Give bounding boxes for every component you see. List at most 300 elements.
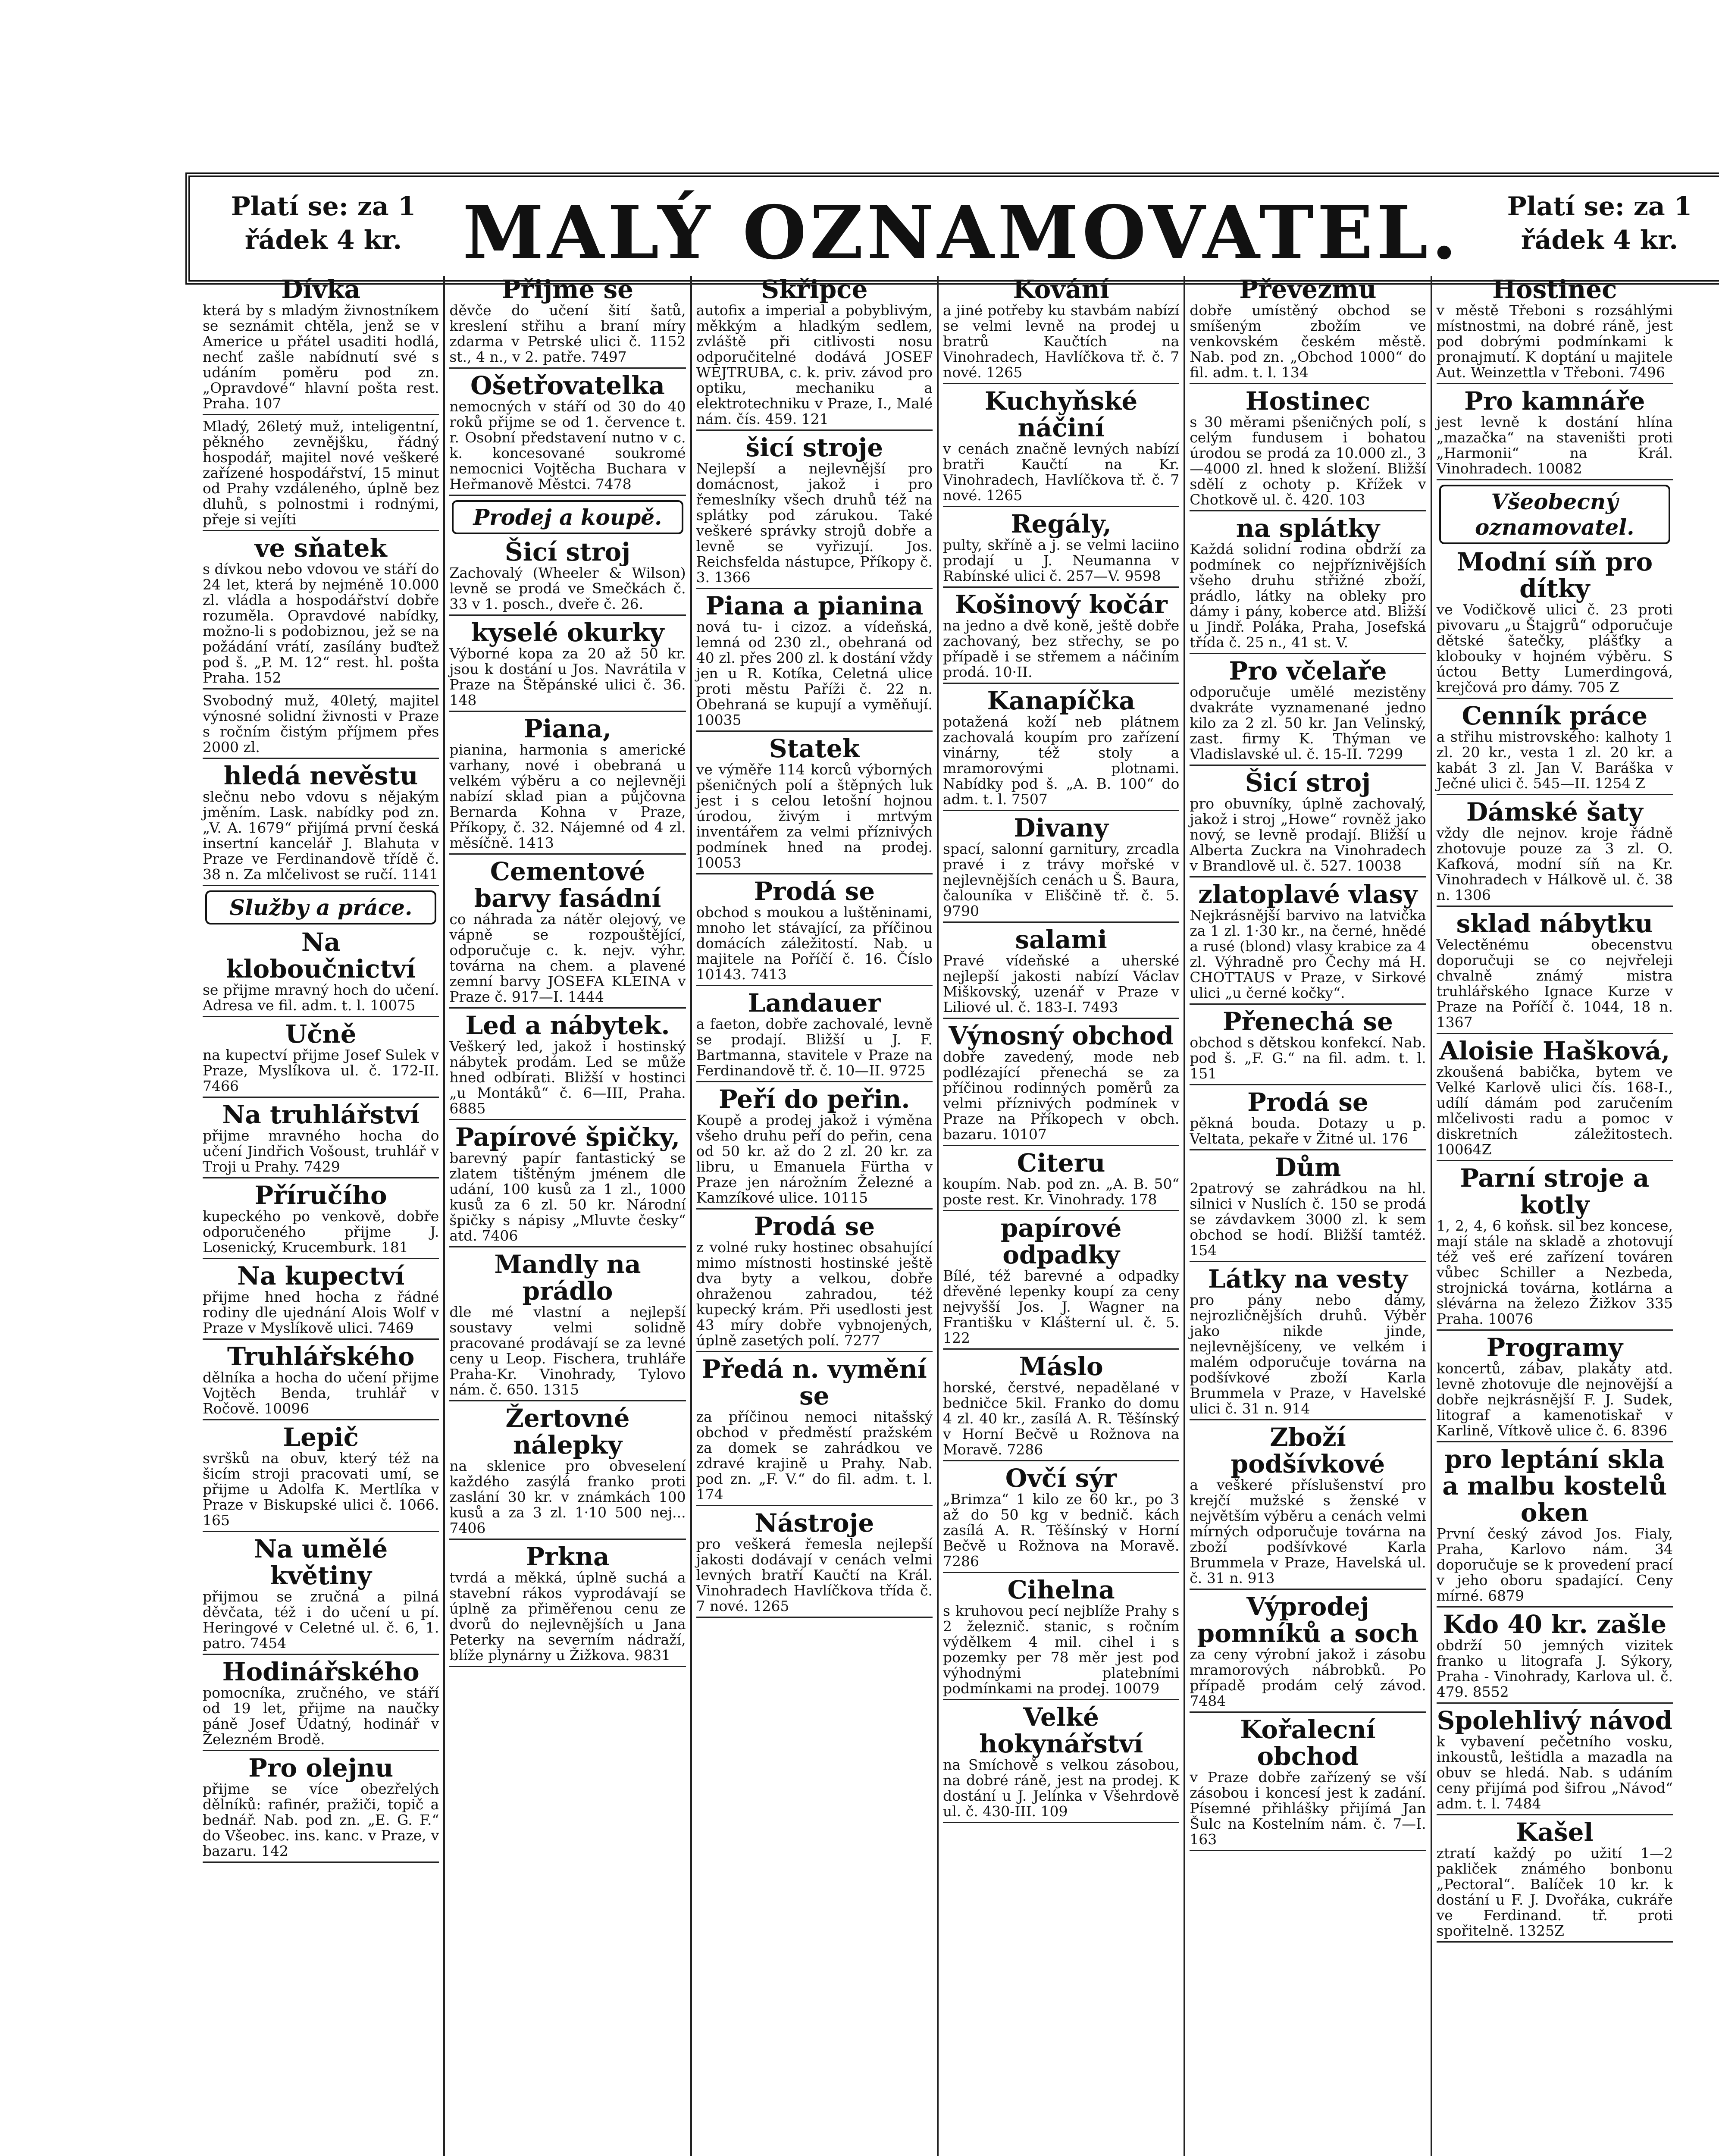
classified-ad [1437,1819,1673,1943]
ad-divider [696,429,933,431]
ad-divider [696,588,933,589]
ad-divider [696,730,933,732]
ad-divider [1190,653,1426,654]
ad-heading: Převezmu [1239,276,1377,304]
ad-text: pěkná bouda. Dotazy u p. Veltata, pekaře v Žitné ul. 176 [1190,1115,1426,1147]
ad-text: Veškerý led, jakož i hostinský nábytek prodám. Led se může hned odbírati. Bližší v hostinci „u Montáků“ č. 6—III, Praha. 6885 [449,1038,686,1117]
ad-text: spací, salonní garnitury, zrcadla pravé i z trávy mořské v nejlevnějších cenách u Š. Baura, čalouníka v Eliščině tř. č. 5. 9790 [942,840,1180,919]
classified-ad [696,1510,933,1618]
ad-text: pro pány nebo dámy, nejrozličnějších druhů. Výběr jako nikde jinde, nejlevnějšíceny, ve velkém i malém odporučuje továrna na podšívkové zboží Karla Brummela v Praze, v Havelské ulici č. 31 n. 914 [1190,1291,1426,1417]
ad-text: z volné ruky hostinec obsahující mimo místnosti hostinské ještě dva byty a velkou, dobře ohraženou zahradou, též kupecký krám. Při usedlosti jest 43 míry dobře vybnojených, úplně zasetých polí. 7277 [696,1239,933,1349]
ad-heading: Pro kamnáře [1464,386,1645,416]
ad-heading: Prkna [526,1542,610,1571]
classified-ad [203,1101,439,1178]
ad-text: dobře zavedený, mode neb podlézající přenechá se za příčinou rodinných poměrů za velmi příznivých podmínek v Praze na Příkopech v obch. bazaru. 10107 [942,1048,1180,1143]
ad-heading: Dívka [281,276,361,304]
ad-divider [1437,698,1673,699]
ad-divider [449,495,686,496]
ad-text: pro veškerá řemesla nejlepší jakosti dodávají v cenách velmi levných bratří Kaučtí na Král. Vinohradech Havlíčkova třída č. 7 nové. 1265 [696,1536,933,1614]
ad-divider [696,985,933,986]
ad-text: vždy dle nejnov. kroje řádně zhotovuje pouze za 3 zl. O. Kafková, modní síň na Kr. Vinohradech v Hálkově ul. č. 38 n. 1306 [1436,824,1673,903]
ad-divider [1437,1606,1673,1608]
ad-text: s dívkou nebo vdovou ve stáří do 24 let, která by nejméně 10.000 zl. vládla a hospodářství dobře rozuměla. Opravdové nabídky, možno-li s podobiznou, jež se na požádání vrátí, zasílány buďtež pod š. „P. M. 12“ rest. hl. pošta Praha. 152 [203,561,439,686]
ad-text: slečnu nebo vdovu s nějakým jměním. Lask. nabídky pod zn. „V. A. 1679“ přijímá první česká insertní kancelář J. Blahuta v Praze ve Ferdinandově třídě č. 38 n. Za mlčelivost se ručí. 1141 [203,788,439,883]
ad-heading: Papírové špičky, [455,1122,680,1152]
ad-divider [449,1666,686,1667]
classified-ad [1190,1593,1426,1713]
ad-heading: Parní stroje a kotly [1460,1163,1650,1219]
ad-text: odporučuje umělé mezistěny dvakráte vyznamenané jedno kilo za 2 zl. 50 kr. Jan Velinský, zast. firmy K. Thýman ve Vladislavské ul. č. 15-II. 7299 [1190,683,1426,762]
classified-ad [696,1213,933,1352]
classified-ad [449,539,686,616]
ad-text: děvče do učení šití šatů, kreslení střihu a braní míry zdarma v Petrské ulici č. 1152 st., 4 n., v 2. patře. 7497 [449,302,686,365]
ad-divider [943,1145,1179,1146]
ad-divider [1190,876,1426,877]
classified-ad [1437,702,1673,795]
ad-divider [449,1246,686,1247]
classified-ad [449,715,686,855]
ad-divider [1190,1419,1426,1420]
classified-ad [943,1704,1179,1823]
classified-ad [696,735,933,874]
ad-text: Velectěnému obecenstvu doporučuji se co nejvřeleji chvalně známý mistra truhlářského Ignace Kurze v Praze na Poříčí č. 1044, 18 n. 1367 [1436,936,1673,1031]
ad-heading: Přijme se [501,276,634,304]
ad-divider [203,1338,439,1340]
ad-text: přijme mravného hocha do učení Jindřich Vošoust, truhlář v Troji u Prahy. 7429 [203,1127,439,1175]
ad-text: pulty, skříně a j. se velmi laciino prodají u J. Neumanna v Rabínské ulici č. 257—V. 9598 [942,536,1180,584]
ad-text: dělníka a hocha do učení přijme Vojtěch Benda, truhlář v Ročově. 10096 [203,1369,439,1417]
classified-ad [943,591,1179,684]
ad-divider [449,1119,686,1120]
ad-heading: Statek [769,734,860,763]
ad-text: barevný papír fantastický se zlatem tištěným jménem dle udání, 100 kusů za 1 zl., 1000 kusů za 6 zl. 50 kr. Národní špičky s nápisy „Mluvte česky“ atd. 7406 [449,1150,686,1244]
ad-text: „Brimza“ 1 kilo ze 60 kr., po 3 až do 50 kg v bednič. kách zasílá A. R. Těšínský v Horní Bečvě u Rožnova na Moravě. 7286 [942,1491,1180,1570]
ad-text: a veškeré příslušenství pro krejčí mužské s ženské v největším výběru a cenách velmi mírných odporučuje továrna na zboží podšívkové Karla Brummela v Praze, Havelská ul. č. 31 n. 913 [1190,1476,1426,1586]
classified-ad [1437,1707,1673,1815]
ad-heading: Žertovné nálepky [505,1404,630,1460]
ad-divider [943,1348,1179,1350]
classified-ad [449,1543,686,1667]
ad-text: ztratí každý po užití 1—2 pakliček známého bonbonu „Pectoral“. Balíček 10 kr. k dostání u F. J. Dvořáka, cukráře ve Ferdinand. tř. proti spořitelně. 1325Z [1436,1845,1673,1939]
ad-heading: pro leptání skla a malbu kostelů oken [1442,1445,1667,1527]
ad-text: potažená koží neb plátnem zachovalá koupím pro zařízení vinárny, též stoly a mramorovými plotnami. Nabídky pod š. „A. B. 100“ do adm. t. l. 7507 [942,713,1180,808]
ad-text: a střihu mistrovského: kalhoty 1 zl. 20 kr., vesta 1 zl. 20 kr. a kabát 3 zl. Jan V. Baráška v Ječné ulici č. 545—II. 1254 Z [1436,728,1673,792]
classified-ad [943,1465,1179,1573]
classified-ad [203,419,439,531]
ad-divider [943,506,1179,507]
ad-text: přijmou se zručná a pilná děvčata, též i do učení u pí. Heringové v Celetné ul. č. 6, 1. patro. 7454 [203,1588,439,1651]
ad-text: nová tu- i cizoz. a vídeňská, lemná od 230 zl., obehraná od 40 zl. přes 200 zl. k dostání vždy jen u R. Kotíka, Celetná ulice proti městu Paříži č. 22 n. Obehraná se kupují a vyměňují. 10035 [696,618,933,728]
ad-heading: Kdo 40 kr. zašle [1443,1610,1667,1639]
classified-ad [1190,769,1426,877]
ad-heading: Prodá se [1247,1087,1368,1117]
classified-ad [1437,910,1673,1034]
ad-divider [696,1351,933,1352]
ad-text: Koupě a prodej jakož i výměna všeho druhu peří do peřin, cena od 50 kr. až do 2 zl. 20 kr. za libru, u Emanuela Fürtha v Praze jen nárožním Železné a Kamzíkové ulice. 10115 [696,1112,933,1206]
ad-text: Zachovalý (Wheeler & Wilson) levně se prodá ve Smečkách č. 33 v 1. posch., dveře č. 26. [449,564,686,612]
ad-heading: Kanapíčka [987,686,1135,715]
classified-ad [449,619,686,712]
ad-heading: Dům [1274,1153,1341,1182]
classified-ad [1437,1446,1673,1608]
ad-text: přijme se více obezřelých dělníků: rafinér, pražiči, topič a bednář. Nab. pod zn. „E. G. F.“ do Všeobec. ins. kanc. v Praze, v bazaru. 142 [203,1780,439,1859]
ad-divider [203,758,439,759]
ad-text: ve výměře 114 korců výborných pšeničných polí a štěpných luk jest i s celou letošní hojnou úrodou, živým i mrtvým inventářem za velmi příznivých podmínek hned na prodej. 10053 [696,761,933,871]
classified-ad [1437,388,1673,480]
ad-text: horské, čerstvé, nepadělané v bedničce 5kil. Franko do domu 4 zl. 40 kr., zasílá A. R. Těšínský v Horní Bečvě u Rožnova na Moravě. 7286 [942,1379,1180,1458]
classified-ad [1437,1037,1673,1161]
ad-text: dle mé vlastní a nejlepší soustavy velmi solidně pracované prodávají se za levné ceny u Leop. Fischera, truhláře Praha-Kr. Vinohrady, Tylovo nám. č. 650. 1315 [449,1304,686,1398]
ad-text: k vybavení pečetního vosku, inkoustů, leštidla a mazadla na obuv se hledá. Nab. s udáním ceny přijímá pod šifrou „Návod“ adm. t. l. 7484 [1436,1733,1673,1812]
ad-divider [203,414,439,415]
ad-heading: Peří do peřin. [719,1084,910,1114]
masthead-banner [185,172,1719,285]
ad-divider [1437,1702,1673,1704]
classified-ad [1437,1611,1673,1704]
classified-ad [203,535,439,689]
ad-divider [943,1210,1179,1211]
ad-text: za příčinou nemoci nitašský obchod v předměstí pražském za domek se zahrádkou ve zdravé krajině u Prahy. Nab. pod zn. „F. V.“ do fil. adm. t. l. 174 [696,1408,933,1503]
classified-ad [943,687,1179,811]
ad-text: nemocných v stáří od 30 do 40 roků přijme se od 1. července t. r. Osobní představení nutno v c. k. koncesované soukromé nemocnici Vojtěcha Buchara v Heřmanově Městci. 7478 [449,398,686,492]
ad-divider [449,367,686,369]
ad-divider [449,711,686,712]
classified-ad [1190,1089,1426,1150]
ad-text: První český závod Jos. Fialy, Praha, Karlovo nám. 34 doporučuje se k provedení prací v jeho oboru spadající. Ceny mírné. 6879 [1436,1525,1673,1604]
ad-divider [943,1460,1179,1461]
classified-ad [203,276,439,415]
ad-heading: Led a nábytek. [465,1011,670,1040]
ad-heading: Kořalecní obchod [1240,1715,1376,1771]
ad-heading: ve sňatek [254,533,387,563]
ad-text: Pravé vídeňské a uherské nejlepší jakosti nabízí Václav Miškovský, uzenář v Praze v Liliové ul. č. 183-I. 7493 [942,952,1180,1015]
ad-heading: Na truhlářství [222,1100,420,1129]
ad-heading: Nástroje [755,1508,874,1538]
ad-divider [1190,765,1426,766]
ad-text: autofix a imperial a pobyblivým, měkkým a hladkým sedlem, zvláště při citlivosti nosu odporučitelné dodává JOSEF WEJTRUBA, c. k. priv. závod pro optiku, mechaniku a elektrotechniku v Praze, I., Malé nám. čís. 459. 121 [696,302,933,427]
classified-ad [449,276,686,369]
classified-ad [943,1150,1179,1211]
ad-text: a faeton, dobře zachovalé, levně se prodají. Bližší u J. F. Bartmanna, stavitele v Praze na Ferdinandově tř. č. 10—II. 9725 [696,1015,933,1079]
ad-text: obchod s dětskou konfekcí. Nab. pod š. „F. G.“ na fil. adm. t. l. 151 [1190,1034,1426,1082]
ad-divider [1190,1850,1426,1851]
classified-ad [1190,1008,1426,1085]
classified-ad [943,276,1179,384]
classified-ad [203,762,439,886]
ad-divider [943,810,1179,811]
classified-ad [203,1658,439,1751]
ad-text: na jedno a dvě koně, ještě dobře zachovaný, bez střechy, se po případě i se střemem a náčiním prodá. 10·II. [942,617,1180,680]
ad-divider [696,873,933,874]
classified-ad [203,929,439,1017]
ad-text: svršků na obuv, který též na šicím stroji pracovati umí, se přijme u Adolfa K. Mertlíka v Praze v Biskupské ulici č. 1066. 165 [203,1450,439,1529]
price-left: Platí se: za 1 řádek 4 kr. [231,191,416,255]
classified-ad [696,1356,933,1506]
ad-heading: na splátky [1236,514,1380,543]
ad-heading: Ošetřovatelka [470,371,665,400]
ad-heading: Velké hokynářství [979,1702,1143,1758]
ad-divider [1437,383,1673,384]
ad-divider [203,1258,439,1259]
classified-ad [943,1576,1179,1700]
ad-text: přijme hned hocha z řádné rodiny dle ujednání Alois Wolf v Praze v Myslíkově ulici. 7469 [203,1288,439,1336]
ad-heading: Přenechá se [1222,1007,1393,1036]
classified-ad [1190,515,1426,654]
ad-heading: Dámské šaty [1466,797,1643,827]
ad-divider [203,1531,439,1532]
ad-divider [203,1097,439,1098]
ad-text: s 30 měrami pšeničných polí, s celým fundusem i bohatou úrodou se prodá za 10.000 zl., 3—4000 zl. hned k složení. Bližší sdělí z ochoty p. Křížek v Chotkově ul. č. 420. 103 [1190,414,1426,508]
ad-text: na kupectví přijme Josef Sulek v Praze, Myslíkova ul. č. 172-II. 7466 [203,1047,439,1094]
ad-divider [696,1505,933,1506]
classified-ad [1190,658,1426,766]
ad-heading: Předá n. vymění se [701,1354,927,1410]
ad-divider [1190,1084,1426,1085]
ad-column [1185,276,1432,2156]
ad-text: a jiné potřeby ku stavbám nabízí se velmi levně na prodej u bratrů Kaučtích na Vinohradech, Havlíčkova tř. č. 7 nové. 1265 [942,302,1180,381]
ad-divider [203,688,439,689]
ad-heading: Výnosný obchod [949,1021,1174,1050]
classified-ad [696,1086,933,1210]
classified-ad [1190,1716,1426,1851]
ad-text: na Smíchově s velkou zásobou, na dobré ráně, jest na prodej. K dostání u J. Jelínka v Všehrdově ul. č. 430-III. 109 [942,1756,1180,1820]
classified-ad [943,1215,1179,1350]
ad-divider [943,586,1179,588]
ad-column [445,276,692,2156]
ad-divider [1437,1160,1673,1161]
ad-heading: Zboží podšívkové [1231,1423,1385,1479]
ad-divider [449,1007,686,1009]
ad-column [1432,276,1677,2156]
ad-heading: Pro olejnu [248,1753,394,1783]
ad-text: v městě Třeboni s rozsáhlými místnostmi, na dobré ráně, jest pod dobrými podmínkami k pronajmutí. K doptání u majitele Aut. Weinzettla v Třeboni. 7496 [1436,302,1673,381]
ad-divider [1437,1441,1673,1442]
ad-text: kupeckého po venkově, dobře odporučeného přijme J. Losenický, Krucemburk. 181 [203,1208,439,1256]
ad-divider [1190,1711,1426,1713]
ad-column [198,276,445,2156]
classified-ad [943,1353,1179,1461]
ad-heading: Regály, [1011,509,1112,539]
ad-divider [943,1018,1179,1019]
ad-divider [449,614,686,616]
classified-columns [198,276,1677,2156]
ad-text: za ceny výrobní jakož i zásobu mramorových nábrobků. Po případě prodám celý závod. 7484 [1190,1646,1426,1709]
ad-heading: Programy [1486,1333,1623,1362]
ad-text: zkoušená babička, bytem ve Velké Karlově ulici čís. 168-I., udílí dámám pod zaručením mlčelivosti radu a pomoc v diskretních záležitostech. 10064Z [1436,1063,1673,1158]
ad-divider [943,1572,1179,1573]
ad-divider [1190,383,1426,384]
ad-text: Svobodný muž, 40letý, majitel výnosné solidní živnosti v Praze s ročním čistým příjmem přes 2000 zl. [203,692,439,755]
classified-ad [696,434,933,589]
ad-divider [1437,479,1673,480]
ad-divider [203,885,439,886]
ad-heading: Skřipce [761,276,868,304]
ad-text: Bílé, též barevné a odpadky dřevěné lepenky koupí za ceny nejvyšší Jos. J. Wagner na Františku v Klášterní ul. č. 5. 122 [942,1267,1180,1346]
ad-text: která by s mladým živnostníkem se seznámit chtěla, jenž se v Americe u přátel usaditi hodlá, nechť zašle nabídnutí své s udáním poměru pod zn. „Opravdové“ hlavní pošta rest. Praha. 107 [203,302,439,412]
ad-heading: Šicí stroj [1245,768,1371,797]
ad-text: obdrží 50 jemných vizitek franko u litografa J. Sýkory, Praha - Vinohrady, Karlova ul. č. 479. 8552 [1436,1637,1673,1700]
section-header: Prodej a koupě. [452,500,683,534]
classified-ad [1437,799,1673,907]
ad-heading: Citeru [1017,1148,1105,1178]
classified-ad [696,990,933,1082]
ad-heading: Aloisie Hašková, [1439,1036,1670,1065]
ad-divider [1190,1589,1426,1590]
classified-ad [696,592,933,732]
classified-ad [1190,1266,1426,1420]
classified-ad [1437,1334,1673,1442]
ad-heading: Košinový kočár [955,590,1168,619]
ad-column [692,276,939,2156]
classified-ad [943,1022,1179,1146]
page-title: MALÝ OZNAMOVATEL. [462,190,1461,276]
ad-heading: Šicí stroj [504,537,631,567]
ad-text: Výborné kopa za 20 až 50 kr. jsou k dostání u Jos. Navrátila v Praze na Štěpánské ulici č. 36. 148 [449,645,686,708]
ad-heading: Landauer [748,988,881,1018]
ad-divider [696,1617,933,1618]
ad-heading: Truhlářského [227,1342,415,1371]
classified-ad [203,1182,439,1259]
ad-divider [203,1861,439,1863]
classified-ad [943,511,1179,588]
ad-divider [943,1699,1179,1700]
ad-divider [449,1400,686,1401]
ad-text: ve Vodičkově ulici č. 23 proti pivovaru „u Štajgrů“ odporučuje dětské šatečky, plášťky a klobouky v hojném výběru. S úctou Betty Lumerdingová, krejčová pro dámy. 705 Z [1436,601,1673,696]
classified-ad [203,1755,439,1863]
ad-divider [203,1419,439,1420]
ad-divider [449,853,686,855]
price-right: Platí se: za 1 řádek 4 kr. [1507,191,1692,255]
ad-text: pomocníka, zručného, ve stáří od 19 let, přijme na naučky páně Josef Údatný, hodinář v Železném Brodě. [203,1684,439,1748]
ad-text: koncertů, zábav, plakáty atd. levně zhotovuje dle nejnovější a dobře nejkrásnější F. J. Sudek, litograf a kamenotiskař v Karlině, Vítkově ulice č. 6. 8396 [1436,1360,1673,1439]
classified-ad [1437,1165,1673,1331]
ad-heading: Hodinářského [222,1657,420,1686]
classified-ad [449,858,686,1009]
ad-divider [1437,1329,1673,1331]
ad-divider [203,1016,439,1017]
ad-heading: kyselé okurky [471,618,664,647]
classified-ad [1190,276,1426,384]
ad-text: Každá solidní rodina obdrží za podmínek co nejpříznivějších všeho druhu střižné zboží, prádlo, látky na obleky pro dámy i pány, koberce atd. Bližší u Jindř. Poláka, Praha, Josefská třída č. 25 n., 41 st. V. [1190,541,1426,651]
ad-divider [696,1208,933,1210]
ad-text: pro obuvníky, úplně zachovalý, jakož i stroj „Howe“ rovněž jako nový, se levně prodají. Bližší u Alberta Zuckra na Vinohradech v Brandlově ul. č. 527. 10038 [1190,795,1426,874]
ad-divider [943,1822,1179,1823]
classified-ad [449,1124,686,1247]
ad-text: s kruhovou pecí nejblíže Prahy s 2 železnič. stanic, s ročním výdělkem 4 mil. cihel i s pozemky per 78 měr jest pod výhodnými platebními podmínkami na prodej. 10079 [942,1602,1180,1697]
ad-heading: Učně [285,1019,357,1049]
ad-divider [1190,510,1426,511]
ad-heading: Kování [1013,276,1109,304]
classified-ad [203,1343,439,1420]
ad-heading: hledá nevěstu [223,761,418,790]
ad-text: koupím. Nab. pod zn. „A. B. 50“ poste rest. Kr. Vinohrady. 178 [942,1175,1180,1208]
ad-heading: Kuchyňské náčiní [984,386,1138,442]
classified-ad [1437,276,1673,384]
ad-text: jest levně k dostání hlína „mazačka“ na staveništi proti „Harmonii“ na Král. Vinohradech. 10082 [1436,414,1673,477]
ad-divider [1190,1261,1426,1262]
ad-text: v Praze dobře zařízený se vší zásobou i koncesí jest k zadání. Písemné přihlášky přijímá Jan Šulc na Kostelním nám. č. 7—I. 163 [1190,1769,1426,1848]
ad-heading: sklad nábytku [1456,909,1653,938]
ad-text: dobře umístěný obchod se smíšeným zbožím ve venkovském českém městě. Nab. pod zn. „Obchod 1000“ do fil. adm. t. l. 134 [1190,302,1426,381]
classified-ad [449,1251,686,1401]
ad-heading: zlatoplavé vlasy [1198,880,1418,909]
ad-heading: šicí stroje [745,433,883,462]
ad-heading: Prodá se [754,1212,875,1241]
classified-ad [203,1263,439,1340]
ad-heading: Lepič [283,1423,359,1452]
ad-heading: Cementové barvy fasádní [474,857,661,913]
ad-text: v cenách značně levných nabízí bratři Kaučtí na Kr. Vinohradech, Havlíčkova tř. č. 7 nové. 1265 [942,440,1180,504]
classified-ad [1190,1424,1426,1590]
ad-divider [1437,1814,1673,1815]
ad-divider [449,1539,686,1540]
section-header: Všeobecný oznamovatel. [1439,485,1670,544]
ad-divider [203,1654,439,1655]
ad-heading: papírové odpadky [1000,1213,1122,1269]
ad-text: 2patrový se zahrádkou na hl. silnici v Nuslích č. 150 se prodá se závdavkem 3000 zl. k sem obchod se hodí. Bližší tamtéž. 154 [1190,1180,1426,1259]
ad-heading: Na kloboučnictví [226,928,416,984]
ad-heading: Ovčí sýr [1005,1463,1117,1493]
classified-ad [449,1012,686,1120]
classified-ad [696,878,933,986]
classified-ad [943,815,1179,923]
ad-text: Mladý, 26letý muž, inteligentní, pěkného zevnějšku, řádný hospodář, majitel nové veškeré zařízené hospodářství, 15 minut od Prahy vzdáleného, úplně bez dluhů, s polnostmi i rodnými, přeje si vejíti [203,418,439,528]
ad-column [939,276,1185,2156]
classified-ad [1190,881,1426,1005]
classified-ad [1190,388,1426,511]
ad-heading: Kašel [1516,1818,1594,1847]
classified-ad [943,388,1179,507]
ad-divider [1190,1149,1426,1150]
ad-text: tvrdá a měkká, úplně suchá a stavební rákos vyprodávají se úplně za přiměřenou cenu ze dvorů do nejlevnějších u Jana Peterky na severním nádraží, blíže plynárny u Žižkova. 9831 [449,1569,686,1664]
classified-ad [943,926,1179,1019]
ad-heading: Spolehlivý návod [1437,1706,1673,1735]
ad-text: Nejlepší a nejlevnější pro domácnost, jakož i pro řemeslníky všech druhů též na splátky pod zárukou. Také veškeré správky strojů dobře a levně se vyřizují. Jos. Reichsfelda nástupce, Příkopy č. 3. 1366 [696,460,933,586]
ad-heading: Cihelna [1007,1575,1115,1604]
classified-ad [1437,548,1673,699]
ad-divider [1437,1941,1673,1943]
ad-text: obchod s moukou a luštěninami, mnoho let stávající, za příčinou domácích záležitostí. Nab. u majitele na Poříčí č. 16. Číslo 10143. 7413 [696,904,933,983]
ad-heading: Piana, [523,714,612,743]
ad-heading: Pro včelaře [1229,656,1387,686]
ad-divider [1437,1033,1673,1034]
ad-divider [1437,794,1673,795]
ad-text: pianina, harmonia s americké varhany, nové i obebraná u velkém výběru a co nejlevněji nabízí sklad pian a půjčovna Bernarda Kohna v Praze, Příkopy, č. 32. Nájemné od 4 zl. měsíčně. 1413 [449,741,686,851]
ad-heading: Modní síň pro dítky [1456,547,1653,603]
classified-ad [203,1536,439,1655]
classified-ad [696,276,933,431]
ad-text: se přijme mravný hoch do učení. Adresa ve fil. adm. t. l. 10075 [203,981,439,1014]
ad-heading: salami [1015,925,1107,954]
ad-text: 1, 2, 4, 6 koňsk. sil bez koncese, mají stále na skladě a zhotovují též veš eré zařízení továren vůbec Schiller a Nezbeda, strojnická továrna, kotlárna a slévárna na železo Žižkov 335 Praha. 10076 [1436,1217,1673,1327]
ad-heading: Na umělé květiny [254,1534,388,1590]
ad-heading: Divany [1014,813,1108,843]
classified-ad [449,1405,686,1540]
ad-heading: Máslo [1019,1352,1103,1381]
ad-divider [203,1750,439,1751]
ad-divider [1190,1003,1426,1005]
ad-heading: Na kupectví [237,1261,405,1291]
ad-text: Nejkrásnější barvivo na latvička za 1 zl. 1·30 kr., na černé, hnědé a rusé (blond) vlasy krabice za 4 zl. Výhradně pro Čechy má H. CHOTTAUS v Praze, v Sirkové ulici „u černé kočky“. [1190,907,1426,1001]
ad-text: na sklenice pro obveselení každého zasýlá franko proti zaslání 30 kr. v známkách 100 kusů a za 3 zl. 1·10 500 nej... 7406 [449,1457,686,1536]
ad-heading: Látky na vesty [1208,1264,1408,1294]
ad-divider [943,921,1179,923]
ad-heading: Prodá se [754,877,875,906]
ad-heading: Cenník práce [1462,701,1648,730]
ad-heading: Mandly na prádlo [494,1250,641,1306]
ad-heading: Piana a pianina [705,591,924,620]
ad-heading: Hostinec [1245,386,1371,416]
